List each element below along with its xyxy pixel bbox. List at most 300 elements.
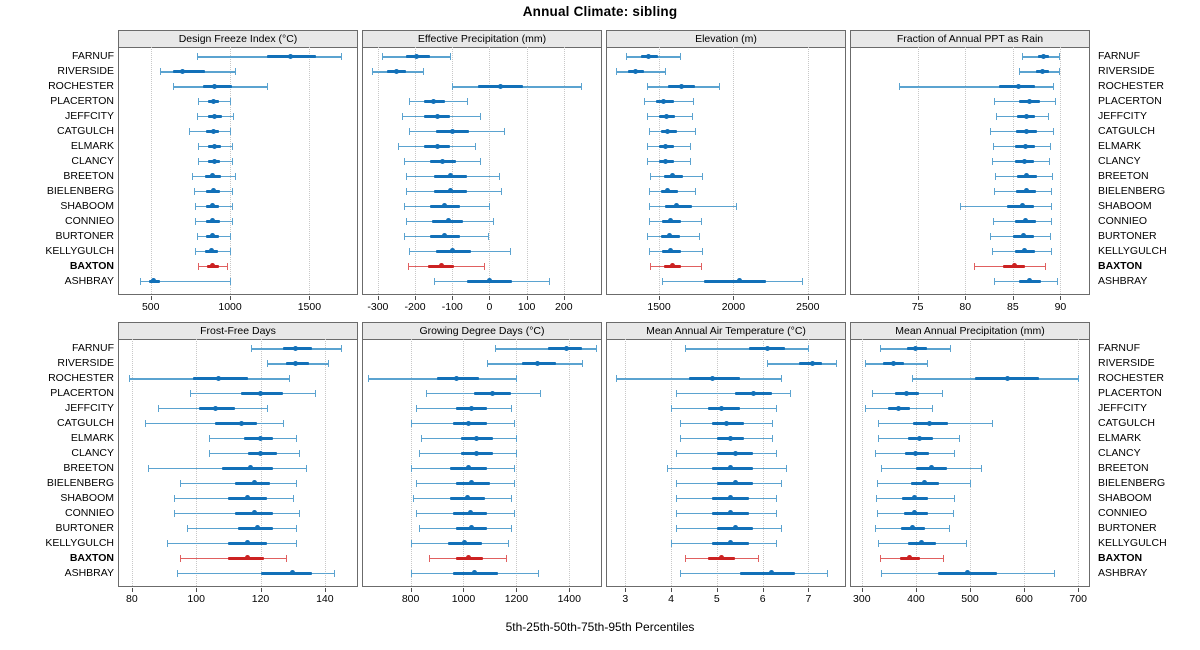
percentile-row bbox=[851, 423, 1089, 424]
gridline bbox=[763, 339, 765, 586]
cap-5th bbox=[409, 98, 410, 105]
cap-95th bbox=[1057, 278, 1058, 285]
cap-95th bbox=[786, 465, 787, 472]
percentile-row bbox=[363, 498, 601, 499]
cap-95th bbox=[511, 495, 512, 502]
percentile-row bbox=[851, 393, 1089, 394]
cap-95th bbox=[702, 248, 703, 255]
cap-95th bbox=[1059, 53, 1060, 60]
percentile-row bbox=[607, 266, 845, 267]
cap-95th bbox=[489, 203, 490, 210]
percentile-row bbox=[119, 221, 357, 222]
median-marker bbox=[751, 391, 756, 396]
site-label: JEFFCITY bbox=[1098, 110, 1147, 123]
axis-tick bbox=[916, 588, 917, 592]
cap-5th bbox=[650, 263, 651, 270]
percentile-row bbox=[607, 131, 845, 132]
percentile-row bbox=[119, 423, 357, 424]
cap-5th bbox=[402, 113, 403, 120]
cap-5th bbox=[419, 525, 420, 532]
site-label: JEFFCITY bbox=[65, 402, 114, 415]
axis-tick bbox=[378, 296, 379, 300]
cap-95th bbox=[954, 495, 955, 502]
percentile-row bbox=[851, 378, 1089, 379]
axis-tick bbox=[452, 296, 453, 300]
cap-95th bbox=[827, 570, 828, 577]
cap-5th bbox=[875, 525, 876, 532]
axis-tick-label: 80 bbox=[126, 593, 138, 605]
axis-tick-label: 700 bbox=[1069, 593, 1087, 605]
median-marker bbox=[212, 144, 217, 149]
percentile-row bbox=[851, 266, 1089, 267]
cap-5th bbox=[667, 465, 668, 472]
gridline bbox=[325, 339, 327, 586]
cap-5th bbox=[411, 465, 412, 472]
cap-5th bbox=[616, 68, 617, 75]
median-marker bbox=[728, 436, 733, 441]
cap-5th bbox=[148, 465, 149, 472]
median-marker bbox=[710, 376, 715, 381]
percentile-row bbox=[851, 86, 1089, 87]
percentile-row bbox=[119, 146, 357, 147]
site-label: PLACERTON bbox=[50, 387, 114, 400]
percentile-row bbox=[851, 71, 1089, 72]
percentile-row bbox=[119, 206, 357, 207]
site-label: BURTONER bbox=[55, 229, 114, 242]
site-label: CATGULCH bbox=[57, 417, 114, 430]
median-marker bbox=[474, 436, 479, 441]
percentile-row bbox=[363, 453, 601, 454]
chart-panel bbox=[118, 30, 358, 295]
percentile-row bbox=[607, 513, 845, 514]
median-marker bbox=[498, 84, 503, 89]
site-label: CONNIEO bbox=[1098, 506, 1148, 519]
axis-tick bbox=[411, 588, 412, 592]
percentile-row bbox=[607, 221, 845, 222]
cap-5th bbox=[992, 158, 993, 165]
axis-tick bbox=[261, 588, 262, 592]
cap-5th bbox=[406, 173, 407, 180]
cap-95th bbox=[776, 495, 777, 502]
site-label: ROCHESTER bbox=[1098, 80, 1164, 93]
axis-tick-label: 7 bbox=[805, 593, 812, 605]
cap-95th bbox=[1051, 248, 1052, 255]
site-label: PLACERTON bbox=[50, 95, 114, 108]
median-marker bbox=[719, 406, 724, 411]
cap-95th bbox=[508, 540, 509, 547]
cap-95th bbox=[695, 128, 696, 135]
percentile-row bbox=[119, 266, 357, 267]
axis-tick-label: -300 bbox=[367, 301, 389, 313]
axis-tick bbox=[717, 588, 718, 592]
percentile-row bbox=[363, 86, 601, 87]
median-marker bbox=[239, 421, 244, 426]
axis-tick-label: 3 bbox=[622, 593, 629, 605]
cap-95th bbox=[227, 263, 228, 270]
percentile-row bbox=[851, 573, 1089, 574]
whisker-5-95 bbox=[676, 393, 790, 394]
cap-95th bbox=[950, 345, 951, 352]
gridline bbox=[659, 47, 661, 294]
median-marker bbox=[1023, 218, 1028, 223]
cap-5th bbox=[426, 390, 427, 397]
cap-5th bbox=[994, 98, 995, 105]
percentile-row bbox=[851, 543, 1089, 544]
axis-tick bbox=[625, 588, 626, 592]
site-label: BURTONER bbox=[55, 521, 114, 534]
median-marker bbox=[472, 570, 477, 575]
cap-5th bbox=[990, 233, 991, 240]
site-label: CONNIEO bbox=[1098, 214, 1148, 227]
percentile-row bbox=[363, 513, 601, 514]
cap-5th bbox=[875, 450, 876, 457]
median-marker bbox=[633, 69, 638, 74]
cap-95th bbox=[966, 540, 967, 547]
cap-5th bbox=[209, 450, 210, 457]
cap-5th bbox=[1022, 53, 1023, 60]
cap-95th bbox=[423, 68, 424, 75]
site-label: ASHBRAY bbox=[1098, 274, 1148, 287]
percentile-row bbox=[363, 206, 601, 207]
percentile-row bbox=[851, 408, 1089, 409]
median-marker bbox=[414, 54, 419, 59]
cap-5th bbox=[676, 495, 677, 502]
axis-tick-label: 90 bbox=[1054, 301, 1067, 313]
site-label: RIVERSIDE bbox=[57, 357, 114, 370]
site-label: ELMARK bbox=[1098, 432, 1142, 445]
axis-tick-label: 100 bbox=[517, 301, 536, 313]
cap-5th bbox=[649, 203, 650, 210]
median-marker bbox=[679, 84, 684, 89]
percentile-row bbox=[119, 161, 357, 162]
site-label: JEFFCITY bbox=[1098, 402, 1147, 415]
percentile-row bbox=[851, 528, 1089, 529]
percentile-row bbox=[363, 266, 601, 267]
cap-5th bbox=[878, 435, 879, 442]
axis-tick bbox=[808, 588, 809, 592]
median-marker bbox=[733, 451, 738, 456]
cap-95th bbox=[232, 218, 233, 225]
axis-tick-label: 120 bbox=[251, 593, 270, 605]
cap-5th bbox=[649, 188, 650, 195]
axis-tick bbox=[325, 588, 326, 592]
cap-5th bbox=[419, 450, 420, 457]
cap-5th bbox=[411, 570, 412, 577]
percentile-row bbox=[607, 86, 845, 87]
median-marker bbox=[468, 510, 473, 515]
cap-95th bbox=[1055, 98, 1056, 105]
cap-95th bbox=[836, 360, 837, 367]
percentile-row bbox=[119, 573, 357, 574]
cap-95th bbox=[514, 480, 515, 487]
axis-tick-label: 300 bbox=[853, 593, 871, 605]
cap-5th bbox=[865, 360, 866, 367]
axis-tick bbox=[1024, 588, 1025, 592]
cap-5th bbox=[198, 98, 199, 105]
cap-5th bbox=[992, 248, 993, 255]
plot-area bbox=[851, 47, 1089, 294]
cap-5th bbox=[872, 390, 873, 397]
percentile-row bbox=[363, 251, 601, 252]
percentile-row bbox=[363, 71, 601, 72]
axis-tick-label: 75 bbox=[911, 301, 924, 313]
site-label: CLANCY bbox=[1098, 447, 1141, 460]
median-marker bbox=[212, 84, 217, 89]
cap-95th bbox=[296, 540, 297, 547]
median-marker bbox=[927, 421, 932, 426]
gridline bbox=[378, 47, 380, 294]
percentile-row bbox=[851, 468, 1089, 469]
cap-95th bbox=[315, 390, 316, 397]
cap-95th bbox=[772, 435, 773, 442]
cap-95th bbox=[992, 420, 993, 427]
percentile-row bbox=[607, 363, 845, 364]
axis-tick bbox=[564, 296, 565, 300]
panel-title: Frost-Free Days bbox=[119, 323, 357, 340]
percentile-row bbox=[363, 101, 601, 102]
median-marker bbox=[252, 510, 257, 515]
cap-95th bbox=[504, 128, 505, 135]
cap-95th bbox=[289, 375, 290, 382]
percentile-row bbox=[851, 438, 1089, 439]
median-marker bbox=[1040, 69, 1045, 74]
site-label: BAXTON bbox=[69, 551, 114, 564]
cap-95th bbox=[596, 345, 597, 352]
percentile-row bbox=[607, 281, 845, 282]
cap-95th bbox=[334, 570, 335, 577]
percentile-row bbox=[119, 378, 357, 379]
cap-95th bbox=[516, 450, 517, 457]
x-axis bbox=[362, 588, 602, 608]
cap-95th bbox=[776, 540, 777, 547]
cap-95th bbox=[1054, 570, 1055, 577]
axis-tick-label: 200 bbox=[555, 301, 573, 313]
gridline bbox=[733, 47, 735, 294]
median-marker bbox=[1016, 84, 1021, 89]
site-label: FARNUF bbox=[1098, 342, 1140, 355]
gridline bbox=[415, 47, 417, 294]
cap-5th bbox=[158, 405, 159, 412]
plot-area bbox=[607, 47, 845, 294]
cap-95th bbox=[1078, 375, 1079, 382]
median-marker bbox=[487, 278, 492, 283]
panel-title: Elevation (m) bbox=[607, 31, 845, 48]
cap-5th bbox=[416, 480, 417, 487]
cap-5th bbox=[877, 510, 878, 517]
cap-5th bbox=[197, 113, 198, 120]
site-label: CATGULCH bbox=[57, 125, 114, 138]
cap-5th bbox=[680, 420, 681, 427]
axis-tick-label: 1500 bbox=[297, 301, 322, 313]
cap-5th bbox=[995, 173, 996, 180]
axis-tick bbox=[1060, 296, 1061, 300]
axis-tick bbox=[918, 296, 919, 300]
cap-95th bbox=[328, 360, 329, 367]
cap-5th bbox=[409, 248, 410, 255]
percentile-row bbox=[119, 56, 357, 57]
cap-5th bbox=[878, 540, 879, 547]
axis-tick bbox=[415, 296, 416, 300]
gridline bbox=[230, 47, 232, 294]
median-marker bbox=[490, 391, 495, 396]
cap-95th bbox=[582, 360, 583, 367]
percentile-row bbox=[851, 348, 1089, 349]
cap-95th bbox=[549, 278, 550, 285]
site-label: BIELENBERG bbox=[46, 476, 114, 489]
percentile-row bbox=[607, 191, 845, 192]
cap-95th bbox=[981, 465, 982, 472]
axis-tick-label: 140 bbox=[316, 593, 334, 605]
cap-5th bbox=[912, 375, 913, 382]
cap-95th bbox=[235, 68, 236, 75]
panel-title: Growing Degree Days (°C) bbox=[363, 323, 601, 340]
cap-95th bbox=[954, 450, 955, 457]
percentile-row bbox=[607, 528, 845, 529]
cap-5th bbox=[993, 218, 994, 225]
percentile-row bbox=[607, 161, 845, 162]
site-label: BURTONER bbox=[1098, 521, 1157, 534]
cap-5th bbox=[1019, 68, 1020, 75]
median-marker bbox=[454, 376, 459, 381]
cap-5th bbox=[993, 143, 994, 150]
percentile-row bbox=[851, 206, 1089, 207]
site-label: ROCHESTER bbox=[48, 372, 114, 385]
x-axis-caption: 5th-25th-50th-75th-95th Percentiles bbox=[505, 620, 695, 634]
gridline bbox=[808, 339, 810, 586]
cap-95th bbox=[1049, 158, 1050, 165]
cap-5th bbox=[404, 203, 405, 210]
gridline bbox=[862, 339, 864, 586]
median-marker bbox=[917, 436, 922, 441]
cap-95th bbox=[953, 510, 954, 517]
gridline bbox=[916, 339, 918, 586]
median-marker bbox=[737, 278, 742, 283]
site-label: BAXTON bbox=[1098, 551, 1143, 564]
percentile-row bbox=[851, 363, 1089, 364]
percentile-row bbox=[119, 363, 357, 364]
cap-95th bbox=[299, 450, 300, 457]
percentile-row bbox=[119, 236, 357, 237]
axis-tick bbox=[309, 296, 310, 300]
cap-5th bbox=[877, 480, 878, 487]
median-marker bbox=[431, 99, 436, 104]
cap-95th bbox=[970, 480, 971, 487]
percentile-row bbox=[851, 498, 1089, 499]
x-axis bbox=[850, 296, 1090, 316]
axis-tick-label: 500 bbox=[141, 301, 160, 313]
cap-5th bbox=[406, 218, 407, 225]
x-axis bbox=[118, 588, 358, 608]
median-marker bbox=[670, 263, 675, 268]
cap-95th bbox=[484, 263, 485, 270]
site-label: ASHBRAY bbox=[1098, 566, 1148, 579]
percentile-row bbox=[119, 528, 357, 529]
cap-95th bbox=[450, 53, 451, 60]
axis-tick bbox=[671, 588, 672, 592]
cap-95th bbox=[1051, 188, 1052, 195]
cap-95th bbox=[790, 390, 791, 397]
cap-5th bbox=[180, 480, 181, 487]
median-marker bbox=[212, 159, 217, 164]
x-axis bbox=[850, 588, 1090, 608]
cap-5th bbox=[994, 278, 995, 285]
x-axis bbox=[118, 296, 358, 316]
cap-5th bbox=[881, 465, 882, 472]
cap-95th bbox=[475, 143, 476, 150]
cap-95th bbox=[232, 203, 233, 210]
plot-area bbox=[363, 339, 601, 586]
gridline bbox=[918, 47, 920, 294]
percentile-row bbox=[363, 146, 601, 147]
percentile-row bbox=[119, 86, 357, 87]
median-marker bbox=[293, 346, 298, 351]
median-marker bbox=[896, 406, 901, 411]
percentile-row bbox=[363, 438, 601, 439]
median-marker bbox=[216, 376, 221, 381]
percentile-row bbox=[363, 558, 601, 559]
median-marker bbox=[211, 129, 216, 134]
cap-5th bbox=[174, 510, 175, 517]
gridline bbox=[411, 339, 413, 586]
cap-95th bbox=[488, 233, 489, 240]
median-marker bbox=[663, 144, 668, 149]
page-title: Annual Climate: sibling bbox=[522, 4, 678, 19]
axis-tick bbox=[862, 588, 863, 592]
gridline bbox=[671, 339, 673, 586]
chart-panel bbox=[606, 30, 846, 295]
axis-tick bbox=[463, 588, 464, 592]
median-marker bbox=[919, 540, 924, 545]
site-label: SHABOOM bbox=[1098, 199, 1152, 212]
axis-tick-label: 1400 bbox=[557, 593, 581, 605]
percentile-row bbox=[607, 453, 845, 454]
percentile-row bbox=[851, 146, 1089, 147]
site-label-column-left bbox=[10, 46, 114, 295]
percentile-row bbox=[119, 131, 357, 132]
cap-5th bbox=[174, 495, 175, 502]
axis-tick-label: 5 bbox=[713, 593, 720, 605]
site-label: ASHBRAY bbox=[64, 566, 114, 579]
percentile-row bbox=[363, 543, 601, 544]
cap-5th bbox=[192, 173, 193, 180]
median-marker bbox=[1024, 129, 1029, 134]
cap-95th bbox=[267, 83, 268, 90]
median-marker bbox=[469, 406, 474, 411]
cap-95th bbox=[480, 158, 481, 165]
axis-tick bbox=[569, 588, 570, 592]
axis-tick bbox=[733, 296, 734, 300]
gridline bbox=[569, 339, 571, 586]
cap-95th bbox=[514, 465, 515, 472]
percentile-row bbox=[363, 393, 601, 394]
cap-95th bbox=[232, 188, 233, 195]
axis-tick-label: 400 bbox=[907, 593, 925, 605]
cap-95th bbox=[286, 555, 287, 562]
cap-5th bbox=[429, 555, 430, 562]
site-label: SHABOOM bbox=[60, 491, 114, 504]
cap-95th bbox=[516, 375, 517, 382]
whisker-5-95 bbox=[960, 206, 1050, 207]
cap-5th bbox=[251, 345, 252, 352]
percentile-row bbox=[363, 468, 601, 469]
cap-5th bbox=[409, 128, 410, 135]
cap-95th bbox=[230, 128, 231, 135]
percentile-row bbox=[851, 161, 1089, 162]
cap-5th bbox=[647, 233, 648, 240]
cap-95th bbox=[480, 113, 481, 120]
cap-95th bbox=[943, 555, 944, 562]
percentile-row bbox=[607, 558, 845, 559]
